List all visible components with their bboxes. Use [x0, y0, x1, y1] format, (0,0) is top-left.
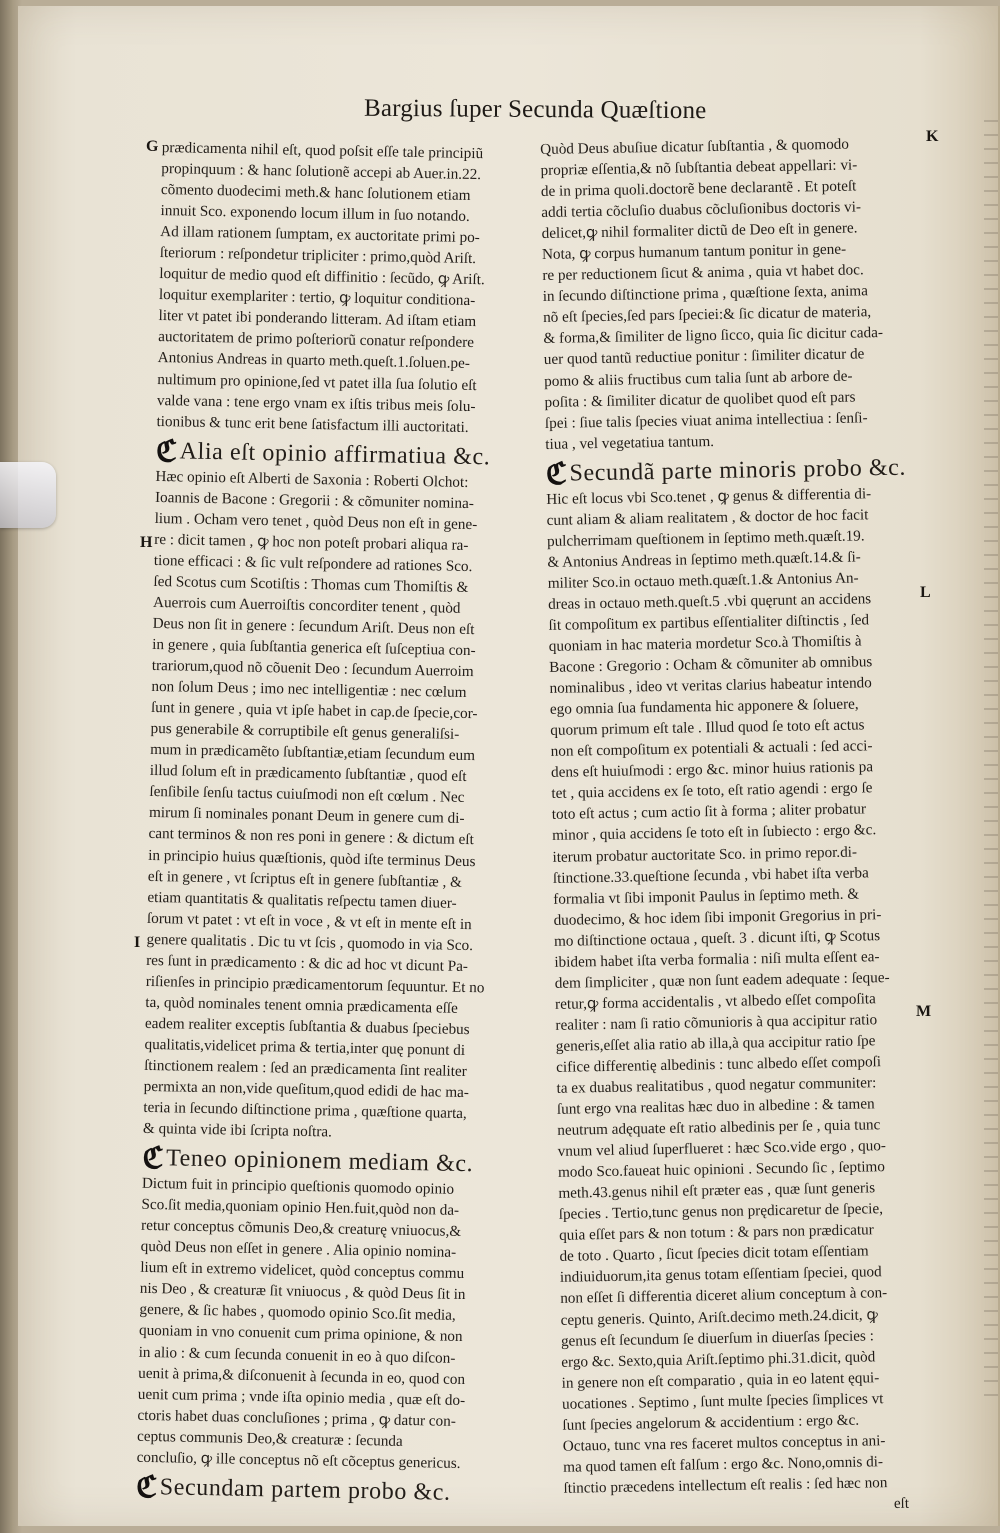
- text-line: ſtinctio præcedens intellectum eſt realis : ſed hæc non: [563, 1474, 888, 1497]
- text-line: etiam quantitatis & qualitatis reſpectu tamen diuer-: [147, 888, 457, 912]
- text-line: ſtinctione.33.queſtione ſecunda , vbi habet iſta verba: [552, 863, 869, 887]
- text-line: ceptu generis. Quinto, Ariſt.decimo meth.24.dicit, ꝙ: [560, 1305, 878, 1329]
- heading-text: Secundam partem probo &c.: [159, 1474, 451, 1506]
- page-clip: [0, 462, 56, 528]
- text-line: duodecimo, & hoc idem ſibi imponit Gregorius in pri-: [553, 905, 882, 929]
- text-line: tet , quia accidens ex ſe toto, eſt ratio agendi : ergo ſe: [551, 779, 873, 803]
- text-line: ſorum vt patet : vt eſt in voce , & vt eſt in mente eſt in: [146, 909, 472, 933]
- text-line: eſt in genere , vt ſcriptus eſt in genere ſubſtantiæ , &: [147, 867, 463, 891]
- text-line: non ſolum Deus ; imo nec intelligentiæ : nec cœlum: [151, 678, 467, 702]
- text-line: Nota, ꝙ corpus humanum tantum ponitur in gene-: [541, 240, 847, 264]
- text-line: quia eſſet pars & non totum : & pars non prædicatur: [558, 1221, 874, 1245]
- text-line: genere, & ſic habes , quomodo opinio Sco.ſit media,: [139, 1301, 456, 1325]
- text-line: nis Deo , & creaturæ ſit vniuocus , & quòd Deus ſit in: [139, 1280, 466, 1304]
- text-line: retur conceptus cõmunis Deo,& creaturę vniuocus,&: [140, 1217, 462, 1241]
- paragraph-mark-icon: ℭ: [155, 434, 178, 469]
- text-line: quorum primum eſt tale . Illud quod ſe toto eſt actus: [550, 716, 865, 740]
- text-line: Hæc opinio eſt Alberti de Saxonia : Roberti Olchot:: [155, 467, 469, 491]
- left-column: [136, 137, 532, 1509]
- text-line: auctoritatem de primo poſteriorũ conatur reſpondere: [157, 328, 475, 352]
- paragraph-mark-icon: ℭ: [142, 1141, 165, 1176]
- text-line: Antonius Andreas in quarto meth.queſt.1.ſoluen.pe-: [157, 349, 471, 373]
- text-line: tionibus & tunc erit bene ſatisfactum illi auctoritati.: [156, 412, 469, 436]
- text-line: genere qualitatis . Dic tu vt ſcis , quomodo in via Sco.: [146, 930, 474, 954]
- text-line: ta ex duabus realitatibus , quod negatur communiter:: [556, 1074, 877, 1097]
- margin-letter-g: G: [146, 138, 159, 155]
- margin-letter-m: M: [916, 1003, 932, 1020]
- text-line: Hic eſt locus vbi Sco.tenet , ꝙ genus & differentia di-: [546, 484, 872, 508]
- text-line: illud ſolum eſt in prædicamento ſubſtantiæ , quod eſt: [149, 762, 467, 786]
- paragraph-mark-icon: ℭ: [135, 1470, 159, 1504]
- text-line: delicet,ꝙ nihil formaliter dictũ de Deo eſt in genere.: [541, 219, 858, 243]
- text-line: addi tertia cõcluſio duabus cõcluſionibus doctoris vi-: [541, 198, 862, 222]
- text-line: ibidem habet iſta verba formalia : niſi multa eſſent ea-: [554, 947, 880, 971]
- text-line: neutrum adęquate eſt ratio albedinis per ſe , quia tunc: [557, 1116, 881, 1139]
- text-line: ſunt ſpecies angelorum & accidentium : ergo &c.: [562, 1411, 860, 1434]
- text-line: de toto . Quarto , ſicut ſpecies dicit totam eſſentiam: [559, 1242, 869, 1266]
- text-line: concluſio, ꝙ ille conceptus nõ eſt cõceptus genericus.: [136, 1448, 461, 1472]
- text-line: eſt: [893, 1494, 910, 1512]
- text-line: ſunt ergo vna realitas hæc duo in albedine : & tamen: [556, 1095, 875, 1118]
- text-line: re per reductionem ſicut & anima , quia vt habet doc.: [542, 261, 864, 285]
- text-line: & Antonius Andreas in ſeptimo meth.quæſt.14.& ſi-: [547, 548, 861, 571]
- text-line: genus eſt ſecundum ſe diuerſum in diuerſas ſpecies :: [560, 1326, 875, 1350]
- text-line: quoniam in hac materia mordetur Sco.à Thomiſtis à: [548, 632, 862, 655]
- heading-text: Secundã parte minoris probo &c.: [569, 454, 907, 487]
- text-line: in genere , quia ſubſtantia generica eſt ſuſceptiua con-: [152, 635, 476, 660]
- text-line: innuit Sco. exponendo locum illum in ſuo notando.: [160, 202, 470, 226]
- section-heading-alia: [156, 434, 527, 471]
- text-line: pulcherrimam queſtionem in ſeptimo meth.quæſt.19.: [546, 527, 865, 550]
- text-line: prædicamenta nihil eſt, quod poſsit eſſe tale principiũ: [161, 138, 484, 163]
- text-line: Ioannis de Bacone : Gregorii : & cõmuniter nomina-: [154, 488, 475, 512]
- text-line: Dictum fuit in principio queſtionis quomodo opinio: [141, 1174, 455, 1198]
- text-line: lium eſt in extremo videlicet, quòd conceptus commu: [140, 1259, 465, 1283]
- heading-text: Alia eſt opinio affirmatiua &c.: [179, 438, 491, 471]
- section-heading-secunda-parte: [545, 450, 918, 491]
- heading-text: Teneo opinionem mediam &c.: [165, 1145, 474, 1178]
- text-line: in genere non eſt comparatio , quia in eo latent ęqui-: [561, 1368, 880, 1392]
- text-line: ſenſibile ſenſu tactus cuiuſmodi non eſt cœlum . Nec: [149, 783, 465, 807]
- text-line: Bacone : Gregorio : Ocham & cõmuniter ab omnibus: [549, 653, 873, 676]
- text-line: non eſſet ſi differentia diceret alium conceptum à con-: [560, 1284, 888, 1308]
- text-line: propriæ eſſentia,& nõ ſubſtantia debeat appellari: vi-: [540, 156, 858, 180]
- text-line: non eſt compoſitum ex potentiali & actuali : ſed acci-: [550, 737, 873, 761]
- text-line: tiua , vel vegetatiua tantum.: [545, 432, 715, 453]
- paragraph-mark-icon: ℭ: [545, 457, 568, 491]
- text-line: ſit compoſitum ex partibus eſſentialiter diſtinctis , ſed: [548, 611, 870, 634]
- text-line: meth.43.genus nihil eſt præter eas , quæ ſunt generis: [558, 1179, 876, 1203]
- text-line: loquitur exemplariter : tertio, ꝙ loquitur conditiona-: [158, 286, 476, 310]
- text-line: valde vana : tene ergo vnam ex iſtis tribus meis ſolu-: [156, 391, 476, 415]
- text-line: liter vt patet ibi ponderando litteram. Ad iſtam etiam: [158, 307, 477, 331]
- text-line: ſed Scotus cum Scotiſtis : Thomas cum Thomiſtis &: [153, 572, 469, 596]
- margin-letter-l: L: [920, 584, 931, 601]
- text-line: cõmento duodecimi meth.& hanc ſolutionem etiam: [160, 181, 471, 205]
- text-line: ego omnia ſua fundamenta hic apponere & ſoluere,: [549, 695, 859, 719]
- text-line: ceptus communis Deo,& creaturæ : ſecunda: [136, 1427, 403, 1450]
- text-line: uer quod tantũ reductiue ponitur : ſimiliter dicatur de: [543, 345, 865, 369]
- text-line: poſita : & ſimiliter dicatur de quolibet quod eſt pars: [544, 388, 856, 411]
- margin-letter-h: H: [140, 534, 153, 551]
- text-line: Auerrois cum Auerroiſtis concorditer tenent , quòd: [152, 593, 461, 617]
- text-line: riſienſes in principio prædicamentorum ſequuntur. Et no: [145, 972, 485, 997]
- section-heading-teneo: [142, 1141, 513, 1178]
- text-line: ſunt in genere , quia vt ipſe habet in cap.de ſpecie,cor-: [150, 699, 478, 723]
- text-line: eadem realiter exceptis ſubſtantia & duabus ſpeciebus: [144, 1014, 470, 1038]
- text-line: lium . Ocham vero tenet , quòd Deus non eſt in gene-: [154, 509, 478, 533]
- text-line: pomo & aliis fructibus cum talia ſunt ab arbore de-: [544, 367, 853, 390]
- text-line: res ſunt in prædicamento : & dic ad hoc vt dicunt Pa-: [146, 951, 469, 975]
- text-line: nominalibus , ideo vt veritas clarius habeatur intendo: [549, 674, 872, 698]
- right-column: [540, 133, 936, 1520]
- text-line: generis,eſſet alia ratio ab illa,à qua accipitur ratio ſpe: [555, 1032, 876, 1055]
- text-line: in ſecundo diſtinctione prima , quæſtione ſexta, anima: [542, 282, 869, 306]
- text-line: ta, quòd nominales tenent omnia prædicamenta eſſe: [145, 993, 459, 1017]
- text-line: mum in prædicamẽto ſubſtantiæ,etiam ſecundum eum: [150, 741, 476, 765]
- text-line: minor , quia accidens ſe toto eſt in ſubiecto : ergo &c.: [552, 821, 877, 845]
- text-line: mo diſtinctione octaua , queſt. 3 . dicunt iſti, ꝙ Scotus: [553, 926, 881, 950]
- margin-letter-k: K: [926, 128, 939, 145]
- text-line: ctoris habet duas concluſiones ; prima , ꝙ datur con-: [137, 1406, 457, 1430]
- text-line: in alio : & cum ſecunda conuenit in eo à quo diſcon-: [138, 1343, 456, 1367]
- text-line: uenit à prima,& diſconuenit à ſecunda in eo, quod con: [138, 1364, 466, 1388]
- text-line: Octauo, tunc vna res faceret multos conceptus in ani-: [562, 1431, 886, 1455]
- text-line: nultimum pro opinione,ſed vt patet illa ſua ſolutio eſt: [157, 370, 477, 394]
- text-line: Quòd Deus abuſiue dicatur ſubſtantia , & quomodo: [540, 135, 850, 158]
- text-line: realiter : nam ſi ratio cõmunioris à qua accipitur ratio: [555, 1011, 878, 1034]
- text-line: Ad illam rationem ſumptam, ex auctoritate primi po-: [160, 223, 480, 247]
- text-line: indiuiduorum,ita genus totam eſſentiam ſpeciei, quod: [559, 1263, 882, 1287]
- margin-letter-i: I: [134, 934, 141, 951]
- text-line: quoniam in vno conuenit cum prima opinione, & non: [138, 1322, 463, 1346]
- text-line: ſpei : ſiue talis ſpecies viuat anima intellectiua : ſenſi-: [544, 408, 868, 432]
- running-head: Bargius ſuper Secunda Quæſtione: [363, 94, 707, 125]
- text-line: ſpecies . Tertio,tunc genus non prędicaretur de ſpecie,: [558, 1200, 884, 1224]
- text-line: trariorum,quod nõ cõuenit Deo : ſecundum Auerroim: [151, 656, 474, 681]
- text-line: dem ſimpliciter , quæ non ſunt eadem adequate : ſeque-: [554, 968, 890, 992]
- text-line: uenit cum prima ; vnde iſta opinio media , quæ eſt do-: [137, 1385, 466, 1409]
- text-line: dens eſt huiuſmodi : ergo &c. minor huius rationis pa: [550, 758, 874, 782]
- text-line: Deus non ſit in genere : ſecundum Ariſt. Deus non eſt: [152, 614, 475, 639]
- text-line: teria in ſecundo diſtinctione prima , quæſtione quarta,: [143, 1098, 467, 1123]
- text-line: cant terminos & non res poni in genere : & dictum eſt: [148, 825, 474, 849]
- text-line: militer Sco.in octauo meth.quæſt.1.& Antonius An-: [547, 569, 859, 592]
- page-edge-marks: [984, 120, 998, 1400]
- text-line: cifice differentię albedinis : tunc albedo eſſet compoſi: [556, 1053, 882, 1076]
- text-line: dreas in octauo meth.queſt.5 .vbi quęrunt an accidens: [547, 590, 872, 613]
- text-line: uocationes . Septimo , ſunt multe ſpecies ſimplices vt: [561, 1389, 884, 1413]
- text-line: cunt aliam & aliam realitatem , & doctor de hoc facit: [546, 506, 869, 529]
- text-line: quòd Deus non eſſet in genere . Alia opinio nomina-: [140, 1238, 457, 1262]
- text-line: re : dicit tamen , ꝙ hoc non poteſt probari aliqua ra-: [154, 530, 469, 554]
- text-line: ergo &c. Sexto,quia Ariſt.ſeptimo phi.31.dicit, quòd: [561, 1347, 876, 1371]
- text-line: vnum vel aliud ſuperflueret : hæc Sco.vide ergo , quo-: [557, 1137, 887, 1161]
- text-line: Sco.ſit media,quoniam opinio Hen.fuit,quòd non da-: [141, 1196, 460, 1220]
- text-line: pus generabile & corruptibile eſt genus generaliſsi-: [150, 720, 460, 744]
- text-line: iterum probatur auctoritate Sco. in primo repor.di-: [552, 843, 858, 866]
- text-line: & quinta vide ibi ſcripta noſtra.: [142, 1119, 333, 1141]
- text-line: toto eſt actus ; cum actio ſit à forma ; aliter probatur: [551, 800, 867, 824]
- text-line: qualitatis,videlicet prima & tertia,inter quę ponunt di: [144, 1035, 466, 1059]
- text-line: mirum ſi nominales ponant Deum in genere cum di-: [148, 804, 465, 828]
- text-line: nõ eſt ſpecies,ſed pars ſpeciei:& ſic dicatur de materia,: [542, 303, 872, 327]
- text-line: retur,ꝙ forma accidentalis , vt albedo eſſet compoſita: [554, 990, 876, 1013]
- text-line: loquitur de medio quod eſt diffinitio : ſecũdo, ꝙ Ariſt.: [159, 265, 485, 289]
- text-line: & forma,& ſimiliter de ligno ſicco, quia ſic dicitur cada-: [543, 324, 884, 348]
- text-line: ſtinctionem realem : ſed an prædicamenta ſint realiter: [144, 1056, 467, 1080]
- text-line: in principio huius quæſtionis, quòd iſte terminus Deus: [148, 846, 476, 870]
- text-line: formalia vt ſibi imponit Paulus in ſeptimo meth. &: [553, 885, 860, 908]
- text-line: permixta an non,vide queſitum,quod edidi de hac ma-: [143, 1077, 470, 1102]
- section-heading-secundam: [136, 1470, 507, 1507]
- text-line: propinquum : & hanc ſolutionẽ accepi ab Auer.in.22.: [161, 160, 482, 184]
- text-line: tione efficaci : & ſic vult reſpondere ad rationes Sco.: [153, 551, 473, 575]
- text-line: modo Sco.faueat huic opinioni . Secundo ſic , ſeptimo: [557, 1158, 886, 1182]
- text-line: ma quod tamen eſt falſum : ergo &c. Nono,omnis di-: [563, 1453, 884, 1476]
- text-line: ſteriorum : reſpondetur tripliciter : primo,quòd Ariſt.: [159, 244, 477, 268]
- text-line: de in prima quoli.doctorẽ bene declarantẽ . Et poteſt: [540, 177, 857, 201]
